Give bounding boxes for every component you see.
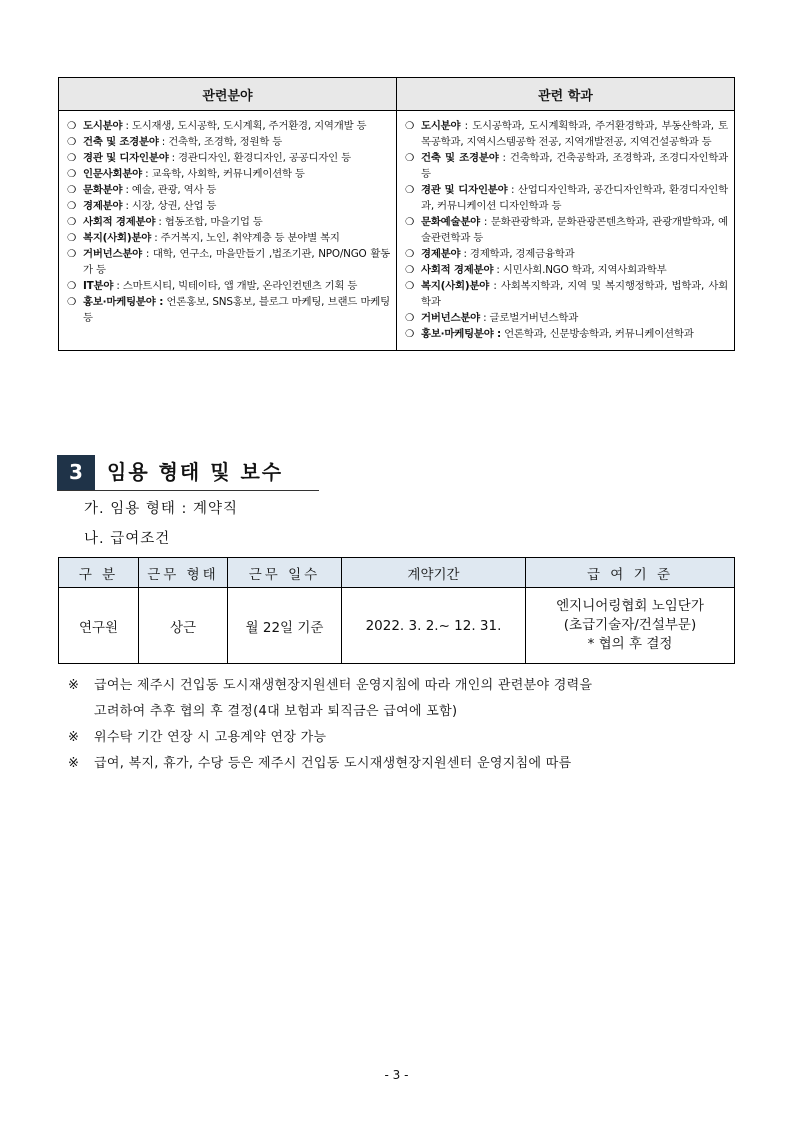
field-label: 거버넌스분야 — [83, 248, 143, 260]
header-contract-period: 계약기간 — [342, 558, 526, 588]
salary-conditions-line: 나. 급여조건 — [84, 531, 171, 547]
list-item — [405, 262, 728, 278]
field-description: : 건축학과, 건축공학과, 조경학과, 조경디자인학과 등 — [421, 152, 728, 180]
note-text: 위수탁 기간 연장 시 고용계약 연장 가능 — [94, 730, 327, 745]
field-description: : 예술, 관광, 역사 등 — [122, 184, 217, 196]
field-description: : 스마트시티, 빅테이타, 앱 개발, 온라인컨텐츠 기획 등 — [113, 280, 358, 292]
list-item — [67, 118, 390, 134]
field-description: : 문화관광학과, 문화관광콘텐츠학과, 관광개발학과, 예술관련학과 등 — [421, 216, 728, 244]
circle-bullet-icon: ❍ — [67, 248, 77, 260]
field-label: 거버넌스분야 — [421, 312, 481, 324]
salary-line: * 협의 후 결정 — [587, 636, 673, 652]
circle-bullet-icon: ❍ — [67, 136, 77, 148]
circle-bullet-icon: ❍ — [405, 264, 415, 276]
note-text: 급여, 복지, 휴가, 수당 등은 제주시 건입동 도시재생현장지원센터 운영지침에 따름 — [94, 756, 572, 771]
field-label: 복지(사회)분야 — [83, 232, 152, 244]
field-label: 경관 및 디자인분야 — [421, 184, 508, 196]
field-label: 인문사회분야 — [83, 168, 143, 180]
field-description: : 주거복지, 노인, 취약계층 등 분야별 복지 — [151, 232, 340, 244]
field-label: 문화예술분야 — [421, 216, 481, 228]
note-salary — [68, 673, 748, 725]
circle-bullet-icon: ❍ — [405, 280, 415, 292]
list-item — [67, 166, 390, 182]
list-item — [67, 150, 390, 166]
field-label: 문화분야 — [83, 184, 123, 196]
section-title: 임용 형태 및 보수 — [107, 460, 284, 484]
field-label: IT분야 — [83, 280, 114, 292]
cell-category: 연구원 — [59, 588, 139, 664]
field-description: : 도시재생, 도시공학, 도시계획, 주거환경, 지역개발 등 — [122, 120, 367, 132]
field-description: : 경관디자인, 환경디자인, 공공디자인 등 — [168, 152, 351, 164]
field-label: 경관 및 디자인분야 — [83, 152, 169, 164]
list-item — [405, 310, 728, 326]
circle-bullet-icon: ❍ — [67, 296, 77, 308]
field-description: : 교육학, 사회학, 커뮤니케이션학 등 — [142, 168, 305, 180]
field-label: 사회적 경제분야 — [421, 264, 494, 276]
circle-bullet-icon: ❍ — [405, 152, 415, 164]
header-salary-standard: 급 여 기 준 — [526, 558, 735, 588]
list-item — [67, 278, 390, 294]
salary-line: 엔지니어링협회 노임단가 — [556, 598, 704, 614]
field-label: 건축 및 조경분야 — [83, 136, 159, 148]
field-label: 도시분야 — [83, 120, 123, 132]
field-label: 사회적 경제분야 — [83, 216, 156, 228]
cell-work-type: 상근 — [139, 588, 228, 664]
header-related-department: 관련 학과 — [397, 78, 735, 111]
header-related-field: 관련분야 — [59, 78, 397, 111]
field-description: : 시장, 상권, 산업 등 — [122, 200, 217, 212]
cell-contract-period: 2022. 3. 2.~ 12. 31. — [342, 588, 526, 664]
field-label: 홍보·마케팅분야 : — [83, 296, 164, 308]
related-fields-table — [58, 77, 735, 351]
field-label: 홍보·마케팅분야 : — [421, 328, 501, 340]
list-item — [67, 198, 390, 214]
header-work-days: 근무 일수 — [228, 558, 342, 588]
circle-bullet-icon: ❍ — [67, 232, 77, 244]
list-item — [405, 214, 728, 246]
list-item — [67, 294, 390, 326]
list-item — [67, 134, 390, 150]
field-label: 도시분야 — [421, 120, 461, 132]
list-item — [67, 182, 390, 198]
cell-salary-standard — [526, 588, 735, 664]
circle-bullet-icon: ❍ — [405, 216, 415, 228]
related-field-list — [59, 111, 397, 351]
field-label: 경제분야 — [83, 200, 123, 212]
page-number: - 3 - — [384, 1068, 409, 1082]
circle-bullet-icon: ❍ — [67, 200, 77, 212]
field-description: : 글로벌거버넌스학과 — [480, 312, 579, 324]
note-mark: ※ — [68, 678, 80, 693]
related-department-list — [397, 111, 735, 351]
circle-bullet-icon: ❍ — [405, 248, 415, 260]
list-item — [405, 150, 728, 182]
field-description: : 도시공학과, 도시계획학과, 주거환경학과, 부동산학과, 토목공학과, 지역시스템공학 전공, 지역개발전공, 지역건설공학과 등 — [421, 120, 728, 148]
field-description: : 대학, 연구소, 마을만들기 ,법조기관, NPO/NGO 활동가 등 — [83, 248, 390, 276]
circle-bullet-icon: ❍ — [67, 184, 77, 196]
list-item — [405, 182, 728, 214]
table-row — [59, 588, 735, 664]
employment-type-line: 가. 임용 형태 : 계약직 — [84, 501, 238, 517]
section-number: 3 — [57, 455, 95, 490]
circle-bullet-icon: ❍ — [67, 168, 77, 180]
cell-work-days: 월 22일 기준 — [228, 588, 342, 664]
salary-line: (초급기술자/건설부문) — [563, 617, 697, 633]
field-description: 언론홍보, SNS홍보, 블로그 마케팅, 브랜드 마케팅 등 — [83, 296, 390, 324]
field-label: 경제분야 — [421, 248, 461, 260]
circle-bullet-icon: ❍ — [67, 152, 77, 164]
circle-bullet-icon: ❍ — [67, 280, 77, 292]
note-contract-extension — [68, 725, 748, 751]
circle-bullet-icon: ❍ — [405, 312, 415, 324]
list-item — [67, 214, 390, 230]
list-item — [405, 118, 728, 150]
field-label: 건축 및 조경분야 — [421, 152, 499, 164]
circle-bullet-icon: ❍ — [67, 216, 77, 228]
note-mark: ※ — [68, 756, 80, 771]
section-underline — [57, 490, 319, 491]
field-description: : 시민사회.NGO 학과, 지역사회과학부 — [493, 264, 667, 276]
circle-bullet-icon: ❍ — [405, 184, 415, 196]
header-category: 구 분 — [59, 558, 139, 588]
circle-bullet-icon: ❍ — [405, 328, 415, 340]
field-description: : 경제학과, 경제금융학과 — [460, 248, 575, 260]
field-description: : 산업디자인학과, 공간디자인학과, 환경디자인학과, 커뮤니케이션 디자인학과 등 — [421, 184, 728, 212]
note-text: 고려하여 추후 협의 후 결정(4대 보험과 퇴직금은 급여에 포함) — [94, 704, 458, 719]
field-description: : 사회복지학과, 지역 및 복지행정학과, 법학과, 사회학과 — [421, 280, 728, 308]
header-work-type: 근무 형태 — [139, 558, 228, 588]
note-mark: ※ — [68, 730, 80, 745]
list-item — [67, 230, 390, 246]
list-item — [67, 246, 390, 278]
circle-bullet-icon: ❍ — [67, 120, 77, 132]
circle-bullet-icon: ❍ — [405, 120, 415, 132]
field-description: : 건축학, 조경학, 정원학 등 — [158, 136, 283, 148]
field-description: : 협동조합, 마을기업 등 — [155, 216, 263, 228]
pay-conditions-table — [58, 557, 735, 664]
field-label: 복지(사회)분야 — [421, 280, 490, 292]
list-item — [405, 246, 728, 262]
field-description: 언론학과, 신문방송학과, 커뮤니케이션학과 — [500, 328, 694, 340]
note-text: 급여는 제주시 건입동 도시재생현장지원센터 운영지침에 따라 개인의 관련분야 경력을 — [94, 678, 593, 693]
note-welfare — [68, 751, 748, 777]
list-item — [405, 326, 728, 342]
list-item — [405, 278, 728, 310]
